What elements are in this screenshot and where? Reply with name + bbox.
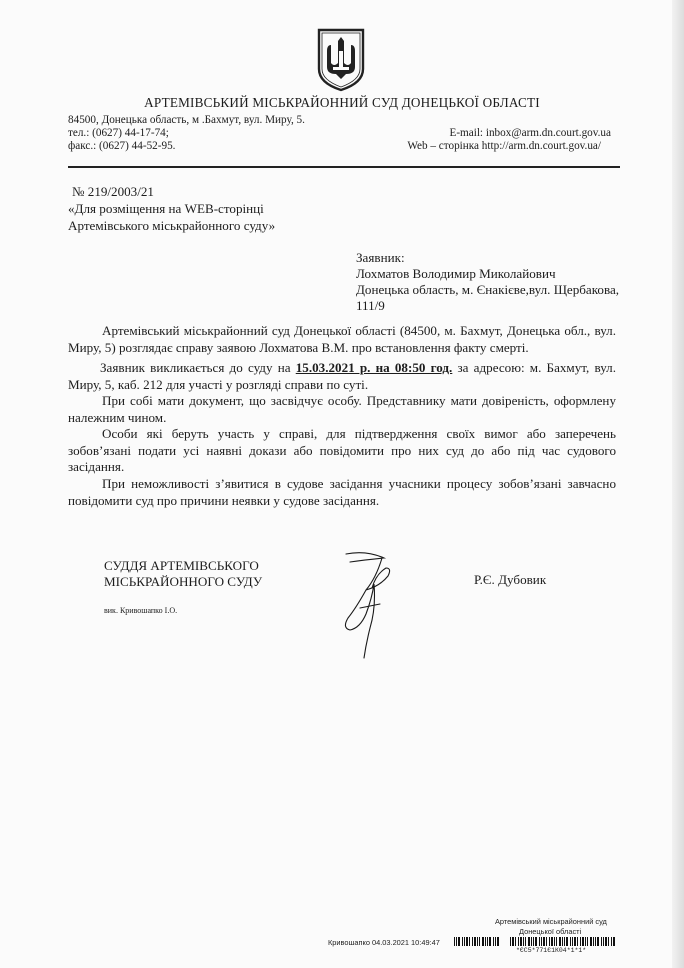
body-paragraph-2 — [68, 360, 616, 393]
addressee-address-line2: 111/9 — [356, 298, 385, 313]
judge-name: Р.Є. Дубовик — [474, 572, 547, 587]
court-fax: факс.: (0627) 44-52-95. — [68, 140, 176, 152]
footer-court-line1: Артемівський міськрайонний суд — [495, 917, 607, 926]
body-paragraph-1: Артемівський міськрайонний суд Донецької області (84500, м. Бахмут, Донецька обл., вул. Миру, 5) розглядає справу заявою Лохматова В.М. про встановлення факту смерті. — [68, 323, 616, 355]
summons-text: Заявник викликається до суду на — [100, 360, 296, 375]
court-name: АРТЕМІВСЬКИЙ МІСЬКРАЙОННИЙ СУД ДОНЕЦЬКОЇ ОБЛАСТІ — [144, 95, 540, 110]
executor-name: вик. Кривошапко І.О. — [104, 606, 178, 615]
footer-barcode-text: *ЄС5*771Є1К04*1*1* — [516, 947, 587, 954]
coat-of-arms-icon — [316, 27, 366, 93]
footer-barcode-main — [510, 937, 615, 946]
scan-edge-shadow — [672, 0, 684, 968]
court-email: E-mail: inbox@arm.dn.court.gov.ua — [449, 127, 611, 139]
judge-title-line1: СУДДЯ АРТЕМІВСЬКОГО — [104, 558, 259, 573]
court-website: Web – сторінка http://arm.dn.court.gov.ua/ — [407, 140, 601, 152]
addressee-label: Заявник: — [356, 250, 405, 265]
judge-title-line2: МІСЬКРАЙОННОГО СУДУ — [104, 574, 263, 589]
addressee-name: Лохматов Володимир Миколайович — [356, 266, 556, 281]
case-number: № 219/2003/21 — [72, 184, 154, 199]
court-address: 84500, Донецька область, м .Бахмут, вул. Миру, 5. — [68, 114, 305, 126]
judge-signature — [336, 548, 396, 660]
header-divider — [68, 166, 620, 168]
court-phone: тел.: (0627) 44-17-74; — [68, 127, 169, 139]
body-paragraph-3: При собі мати документ, що засвідчує особу. Представнику мати довіреність, оформлену належним чином. — [68, 393, 616, 425]
footer-stamp: Кривошапко 04.03.2021 10:49:47 — [328, 938, 440, 947]
web-note-line1: «Для розміщення на WEB-сторінці — [68, 201, 264, 216]
body-paragraph-4: Особи які беруть участь у справі, для підтвердження своїх вимог або заперечень зобов’язані подати усі наявні докази або повідомити про них суд до або під час судового засідання. — [68, 426, 616, 475]
footer-barcode-left — [454, 937, 499, 946]
hearing-location: за адресою: м. Бахмут, вул. Миру, 5, каб. 212 для участі у розгляді справи по суті. — [68, 360, 616, 392]
body-paragraph-5: При неможливості з’явитися в судове засідання учасники процесу зобов’язані завчасно повідомити суд про причини неявки у судове засідання. — [68, 476, 616, 508]
web-note-line2: Артемівського міськрайонного суду» — [68, 218, 276, 233]
addressee-address-line1: Донецька область, м. Єнакієве,вул. Щербакова, — [356, 282, 620, 297]
hearing-date: 15.03.2021 р. на 08:50 год. — [295, 360, 453, 375]
footer-court-line2: Донецької області — [519, 927, 582, 936]
